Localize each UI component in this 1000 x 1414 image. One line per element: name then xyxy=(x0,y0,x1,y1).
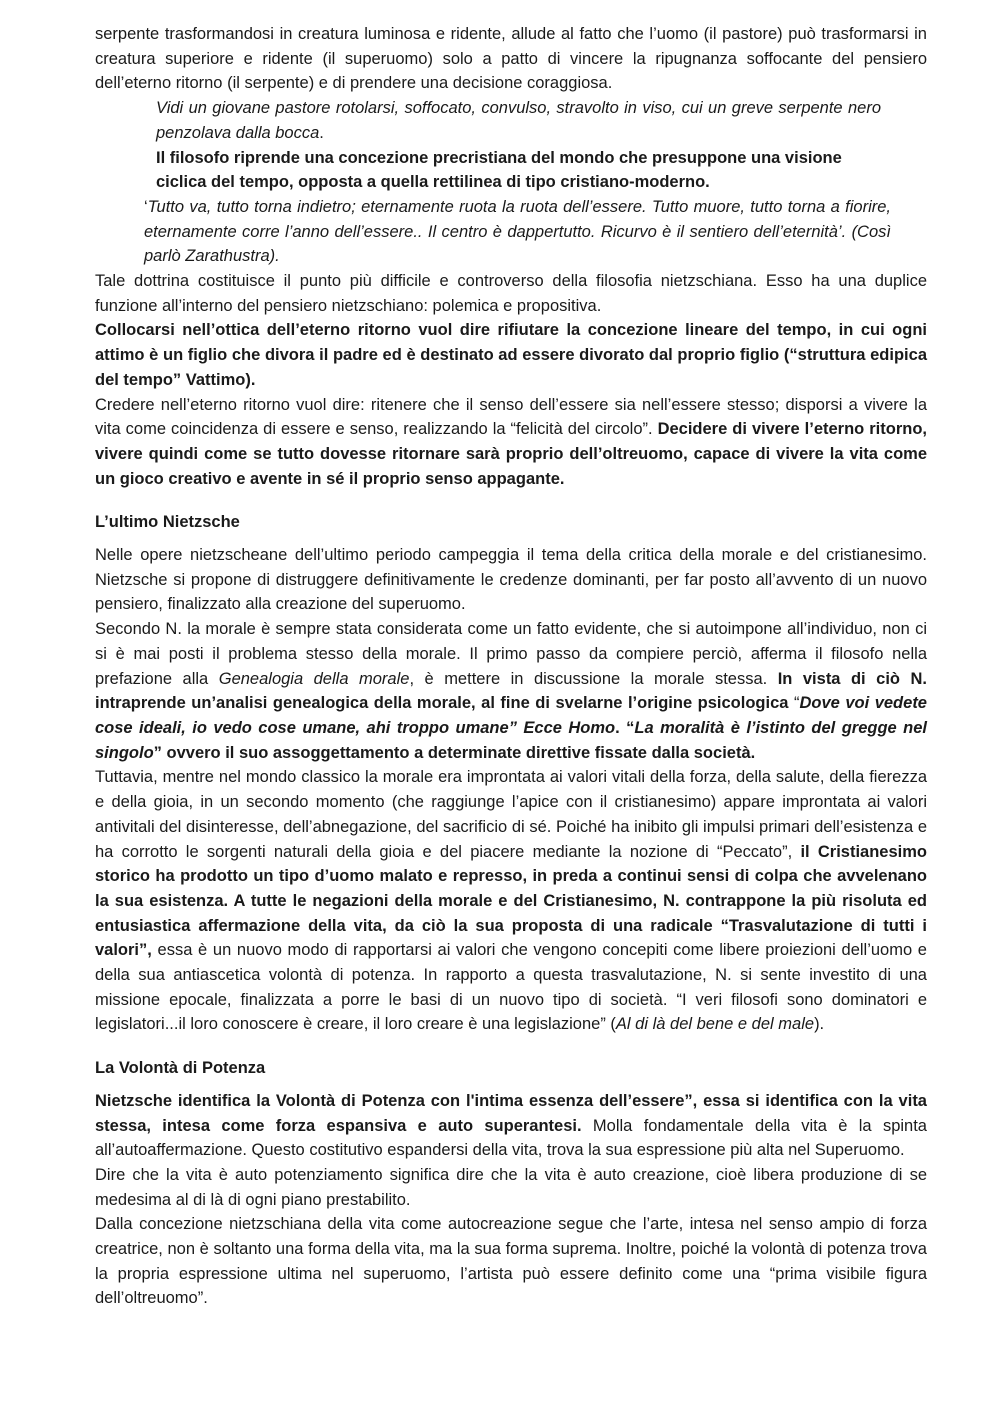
paragraph-tuttavia: Tuttavia, mentre nel mondo classico la morale era improntata ai valori vitali della forza, della salute, della fierezza e della gioia, in un secondo momento (che raggiunge l’apice con il cristianesimo) appare improntata ai valori antivitali del disinteresse, dell’abnegazione, del sacrificio di sé. Poiché ha inibito gli impulsi primari dell’esistenza e ha corrotto le sorgenti naturali della gioia e del piacere mediante la nozione di “Peccato”, il Cristianesimo storico ha prodotto un tipo d’uomo malato e represso, in preda a continui sensi di colpa che avvelenano la sua esistenza. A tutte le negazioni della morale e del Cristianesimo, N. contrappone la più risoluta ed entusiastica affermazione della vita, da ciò la sua proposta di una radicale “Trasvalutazione di tutti i valori”, essa è un nuovo modo di rapportarsi ai valori che vengono concepiti come libere proiezioni dell’uomo e della sua antiascetica volontà di potenza. In rapporto a questa trasvalutazione, N. si sente investito di una missione epocale, finalizzata a porre le basi di un nuovo tipo di società. “I veri filosofi sono dominatori e legislatori...il loro conoscere è creare, il loro creare è una legislazione” (Al di là del bene e del male). xyxy=(95,768,927,1034)
spacer xyxy=(95,1037,927,1056)
paragraph-collocarsi: Collocarsi nell’ottica dell’eterno ritorno vuol dire rifiutare la concezione lineare del tempo, in cui ogni attimo è un figlio che divora il padre ed è destinato ad essere divorato dal proprio figlio (“struttura edipica del tempo” Vattimo). xyxy=(95,321,927,389)
paragraph-opere: Nelle opere nietzscheane dell’ultimo periodo campeggia il tema della critica della morale e del cristianesimo. Nietzsche si propone di distruggere definitivamente le credenze dominanti, per far posto all’avvento di un nuovo pensiero, finalizzato alla creazione del superuomo. xyxy=(95,546,927,614)
paragraph-credere: Credere nell’eterno ritorno vuol dire: ritenere che il senso dell’essere sia nell’essere stesso; disporsi a vivere la vita come coincidenza di essere e senso, realizzando la “felicità del circolo”. Decidere di vivere l’eterno ritorno, vivere quindi come se tutto dovesse ritornare sarà proprio dell’oltreuomo, capace di vivere la vita come un gioco creativo e avente in sé il proprio senso appagante. xyxy=(95,395,927,488)
quote-pastore: Vidi un giovane pastore rotolarsi, soffocato, convulso, stravolto in viso, cui un greve serpente nero penzolava dalla bocca. xyxy=(156,99,881,142)
bold-concezione: Il filosofo riprende una concezione precristiana del mondo che presuppone una visione ciclica del tempo, opposta a quella rettilinea di tipo cristiano-moderno. xyxy=(156,148,842,192)
heading-ultimo-nietzsche: L’ultimo Nietzsche xyxy=(95,513,240,532)
paragraph-dire: Dire che la vita è auto potenziamento significa dire che la vita è auto creazione, cioè libera produzione di se medesima al di là di ogni piano prestabilito. xyxy=(95,1165,927,1209)
paragraph-identifica: Nietzsche identifica la Volontà di Potenza con l'intima essenza dell’essere”, essa si identifica con la vita stessa, intesa come forza espansiva e auto superantesi. Molla fondamentale della vita è la spinta all’autoaffermazione. Questo costitutivo espandersi della vita, trova la sua espressione più alta nel Superuomo. xyxy=(95,1091,927,1160)
paragraph-secondo: Secondo N. la morale è sempre stata considerata come un fatto evidente, che si autoimpone all’individuo, non ci si è mai posti il problema stesso della morale. Il primo passo da compiere perciò, afferma il filosofo nella prefazione alla Genealogia della morale, è mettere in discussione la morale stessa. In vista di ciò N. intraprende un’analisi genealogica della morale, al fine di svelarne l’origine psicologica “Dove voi vedete cose ideali, io vedo cose umane, ahi troppo umane” Ecce Homo. “La moralità è l’istinto del gregge nel singolo” ovvero il suo assoggettamento a determinate direttive fissate dalla società. xyxy=(95,620,927,762)
document-page xyxy=(95,22,927,1311)
heading-volonta-di-potenza: La Volontà di Potenza xyxy=(95,1059,266,1078)
quote-pastore-text: Vidi un giovane pastore rotolarsi, soffocato, convulso, stravolto in viso, cui un greve serpente nero penzolava dalla bocca xyxy=(156,99,881,142)
paragraph-dalla: Dalla concezione nietzschiana della vita come autocreazione segue che l’arte, intesa nel senso ampio di forza creatrice, non è soltanto una forma della vita, ma la sua forma suprema. Inoltre, poiché la volontà di potenza trova la propria espressione ultima nel superuomo, l’artista può essere definito come una “prima visibile figura dell’oltreuomo”. xyxy=(95,1215,927,1308)
spacer xyxy=(95,535,927,543)
spacer xyxy=(95,1081,927,1089)
paragraph-intro: serpente trasformandosi in creatura luminosa e ridente, allude al fatto che l’uomo (il pastore) può trasformarsi in creatura superiore e ridente (il superuomo) solo a patto di vincere la ripugnanza soffocante del pensiero dell’eterno ritorno (il serpente) e di prendere una decisione coraggiosa. xyxy=(95,25,927,93)
quote-zarathustra: ‘Tutto va, tutto torna indietro; eternamente ruota la ruota dell’essere. Tutto muore, tutto torna a fiorire, eternamente corre l’anno dell’essere.. Il centro è dappertutto. Ricurvo è il sentiero dell’eternità’. (Così parlò Zarathustra). xyxy=(144,197,891,266)
spacer xyxy=(95,491,927,510)
paragraph-dottrina: Tale dottrina costituisce il punto più difficile e controverso della filosofia nietzschiana. Esso ha una duplice funzione all’interno del pensiero nietzschiano: polemica e propositiva. xyxy=(95,272,927,315)
